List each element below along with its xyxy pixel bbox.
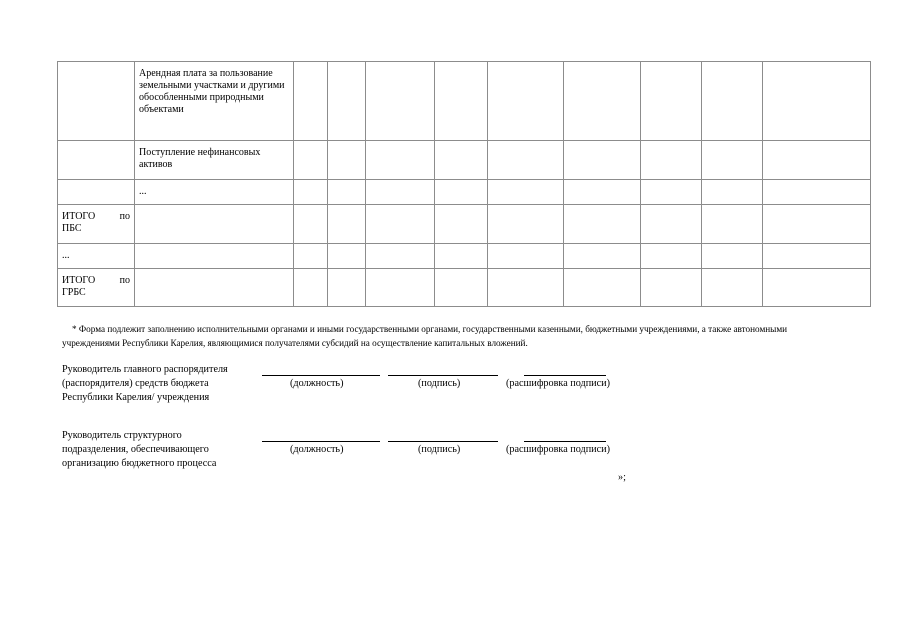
table-cell-label: ... — [135, 180, 294, 205]
decoding-caption: (расшифровка подписи) — [506, 378, 610, 389]
table-row — [58, 141, 871, 180]
itogo-po: по — [119, 211, 130, 222]
table-row — [58, 180, 871, 205]
footnote: * Форма подлежит заполнению исполнительными органами и иными государственными органами, государственными казенными, бюджетными учреждениями, а также автономными учреждениями Республики Карелия, являющимися получателями субсидий на осуществление капитальных вложений. — [62, 324, 788, 348]
decoding-line[interactable] — [524, 375, 606, 376]
itogo-suffix: ПБС — [62, 223, 82, 234]
table-row — [58, 205, 871, 244]
table-row — [58, 244, 871, 269]
position-caption: (должность) — [290, 378, 344, 389]
table-row — [58, 269, 871, 307]
table-row — [58, 62, 871, 141]
table-cell-label: Поступление нефинансовых активов — [135, 141, 294, 180]
signer1-title-line1: Руководитель главного распорядителя — [62, 364, 228, 375]
itogo-po: по — [119, 275, 130, 286]
table-cell — [58, 141, 135, 180]
table-cell — [135, 205, 294, 244]
table-cell — [135, 269, 294, 307]
decoding-caption: (расшифровка подписи) — [506, 444, 610, 455]
signer2-title-line1: Руководитель структурного — [62, 430, 182, 441]
itogo-label: ИТОГО — [62, 275, 96, 286]
signer1-title-line3: Республики Карелия/ учреждения — [62, 392, 210, 403]
signer1-title-line2: (распорядителя) средств бюджета — [62, 378, 209, 389]
itogo-label: ИТОГО — [62, 211, 96, 222]
signature-line[interactable] — [388, 375, 498, 376]
signature-line[interactable] — [388, 441, 498, 442]
position-caption: (должность) — [290, 444, 344, 455]
position-line[interactable] — [262, 375, 380, 376]
table-cell-itogo — [58, 205, 135, 244]
signature-caption: (подпись) — [418, 378, 461, 389]
decoding-line[interactable] — [524, 441, 606, 442]
closing-quote: »; — [618, 472, 626, 483]
table-cell-label: ... — [58, 244, 135, 269]
signer2-title-line2: подразделения, обеспечивающего — [62, 444, 209, 455]
table-cell — [135, 244, 294, 269]
table-cell — [58, 180, 135, 205]
table-cell-label: Арендная плата за пользование земельными участками и другими обособленными природными объектами — [135, 62, 294, 141]
signature-caption: (подпись) — [418, 444, 461, 455]
table-cell — [58, 62, 135, 141]
table-cell-itogo — [58, 269, 135, 307]
form-table — [57, 61, 871, 307]
itogo-suffix: ГРБС — [62, 287, 86, 298]
position-line[interactable] — [262, 441, 380, 442]
signer2-title-line3: организацию бюджетного процесса — [62, 458, 217, 469]
